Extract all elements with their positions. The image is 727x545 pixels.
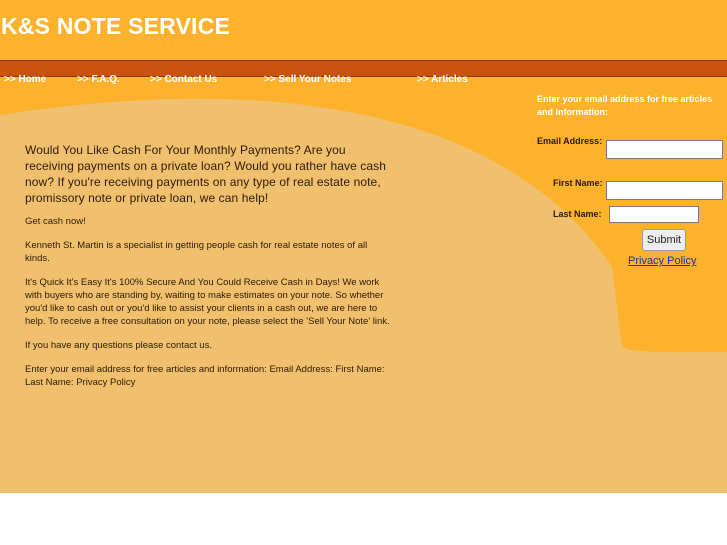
submit-button[interactable]: Submit <box>642 229 686 251</box>
signup-intro: Enter your email address for free articles and information: <box>537 94 713 117</box>
nav-home-link[interactable]: >> Home <box>4 74 47 85</box>
nav-sell-notes-link[interactable]: >> Sell Your Notes <box>264 74 352 85</box>
signup-text-paragraph: Enter your email address for free articles and information: Email Address: First Name: Last Name: Privacy Policy <box>25 364 385 388</box>
email-label: Email Address: <box>537 136 603 146</box>
privacy-policy-link[interactable]: Privacy Policy <box>628 255 697 267</box>
nav-faq-link[interactable]: >> F.A.Q. <box>77 74 120 85</box>
first-name-input[interactable] <box>606 181 723 200</box>
site-title: K&S NOTE SERVICE <box>1 13 230 39</box>
email-input[interactable] <box>606 140 723 159</box>
quick-easy-paragraph: It's Quick It's Easy It's 100% Secure And You Could Receive Cash in Days! We work with buyers who are standing by, waiting to make estimates on your note. So whether you'd like to cash out or you'd like to assist your clients in a cash out, we are here to help. To receive a free consultation on your note, please select the 'Sell Your Note' link. <box>25 277 390 327</box>
specialist-paragraph: Kenneth St. Martin is a specialist in getting people cash for real estate notes of all kinds. <box>25 240 368 264</box>
main-content <box>25 142 390 400</box>
contact-paragraph: If you have any questions please contact us. <box>25 340 212 351</box>
first-name-label: First Name: <box>553 178 603 188</box>
cash-now-paragraph: Get cash now! <box>25 216 86 227</box>
header-banner <box>0 0 727 60</box>
last-name-label: Last Name: <box>553 209 602 219</box>
last-name-input[interactable] <box>609 206 699 223</box>
nav-contact-link[interactable]: >> Contact Us <box>150 74 218 85</box>
nav-articles-link[interactable]: >> Articles <box>417 74 468 85</box>
lead-paragraph: Would You Like Cash For Your Monthly Payments? Are you receiving payments on a private loan? Would you rather have cash now? If you're receiving payments on any type of real estate note, promissory note or private loan, we can help! <box>25 143 387 205</box>
